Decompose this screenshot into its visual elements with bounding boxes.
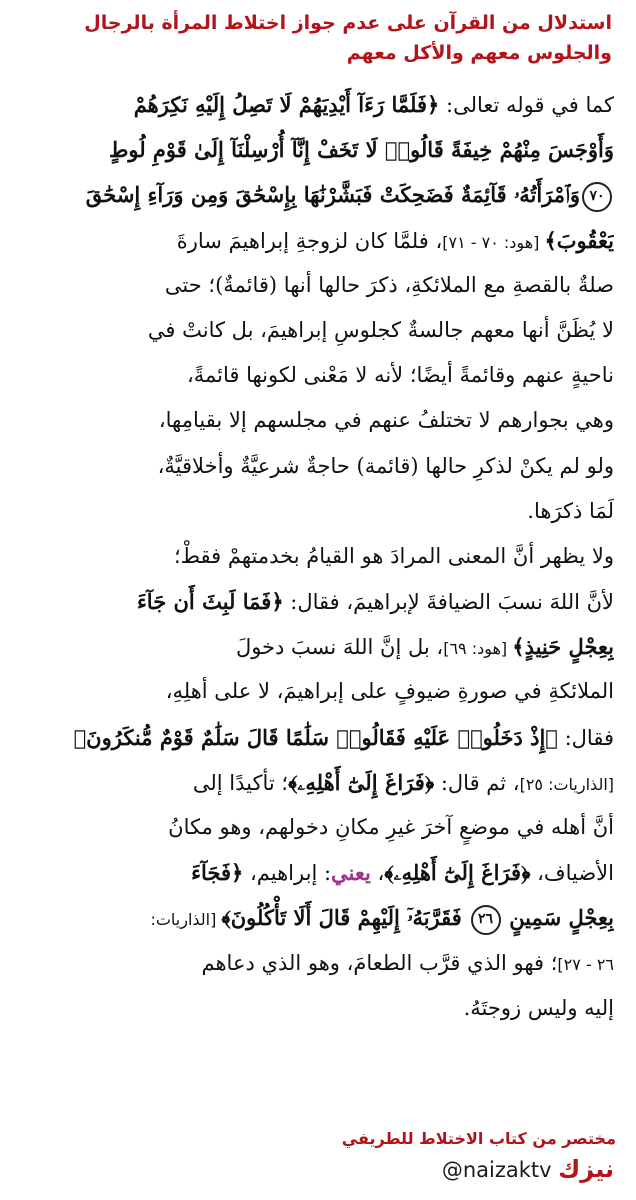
verse-number-badge: ٢٦ — [471, 905, 501, 935]
body-text: فقال: — [557, 725, 614, 750]
body-line: لَمَا ذكرَها. — [527, 498, 614, 523]
body-line: وهي بجوارهم لا تختلفُ عنهم في مجلسهم إلا بقيامِها، — [158, 408, 614, 433]
body-line — [22, 715, 614, 760]
social-handle: @naizaktv — [441, 1158, 552, 1182]
quran-verse: ﴿فَلَمَّا رَءَآ أَيْدِيَهُمْ لَا تَصِلُ إِلَيْهِ نَكِرَهُمْ — [133, 92, 440, 117]
quran-verse: بِعِجْلٍ سَمِينٍ — [509, 905, 614, 931]
page-title — [24, 8, 612, 68]
verse-reference: [الذاريات: — [150, 910, 222, 930]
body-line — [22, 624, 614, 669]
body-text: ، ثم قال: — [434, 770, 520, 795]
body-text: ، — [370, 861, 385, 886]
quran-verse: يَعْقُوبَ﴾ — [544, 227, 614, 253]
body-text: : إبراهيم، — [243, 861, 332, 886]
body-line: لا يُظَنَّ أنها معهم جالسةٌ كجلوسِ إبراهيمَ، بل كانتْ في — [147, 317, 614, 342]
body-line: الملائكةِ في صورةِ ضيوفٍ على إبراهيمَ، لا على أهلِهِ، — [165, 679, 614, 704]
verse-reference: [هود: ٦٩] — [443, 639, 513, 659]
body-text: ، فلمَّا كان لزوجةِ إبراهيمَ سارةَ — [176, 228, 443, 253]
brand-name: نيزك — [558, 1155, 614, 1183]
quran-verse: ﴿فَمَا لَبِثَ أَن جَآءَ — [136, 589, 284, 615]
body-line — [22, 850, 614, 895]
article-body — [22, 82, 614, 1031]
quran-verse-line: وَأَوْجَسَ مِنْهُمْ خِيفَةً قَالُوا۟ لَا تَخَفْ إِنَّآ أُرْسِلْنَآ إِلَىٰ قَوْمِ لُوطٍ — [108, 137, 614, 163]
body-line: أنَّ أهله في موضعٍ آخرَ غيرِ مكانِ دخولهم، وهو مكانُ — [168, 815, 614, 839]
highlighted-word: يعني — [331, 860, 371, 886]
quran-verse: ﴿فَجَآءَ — [191, 860, 244, 886]
body-line — [22, 895, 614, 940]
body-line: صلةٌ بالقصةِ مع الملائكةِ، ذكرَ حالها أنها (قائمةٌ)؛ حتى — [164, 272, 614, 297]
quran-verse: بِعِجْلٍ حَنِيذٍ﴾ — [512, 634, 614, 660]
body-line — [22, 760, 614, 805]
source-note: مختصر من كتاب الاختلاط للطريفي — [341, 1129, 616, 1148]
body-line: ناحيةٍ عنهم وقائمةً أيضًا؛ لأنه لا مَعْنى لكونها قائمةً، — [186, 363, 614, 388]
body-line: ولو لم يكنْ لذكرِ حالها (قائمة) حاجةٌ شرعيَّةٌ وأخلاقيَّةٌ، — [157, 453, 614, 478]
body-text: لأنَّ اللهَ نسبَ الضيافةَ لإبراهيمَ، فقال: — [283, 590, 614, 615]
body-text: الأضياف، — [530, 861, 614, 886]
title-line-2: والجلوس معهم والأكل معهم — [346, 42, 612, 64]
body-text: ، بل إنَّ اللهَ نسبَ دخولَ — [235, 635, 444, 660]
quran-verse: فَقَرَّبَهُۥٓ إِلَيْهِمْ قَالَ أَلَا تَأْكُلُونَ﴾ — [221, 905, 462, 931]
verse-reference: [هود: ٧٠ - ٧١] — [442, 232, 545, 252]
body-text: ؛ تأكيدًا إلى — [192, 770, 289, 795]
body-line — [22, 941, 614, 986]
quran-verse: ﴿إِذْ دَخَلُوا۟ عَلَيْهِ فَقَالُوا۟ سَلَٰمًا قَالَ سَلَٰمٌ قَوْمٌ مُّنكَرُونَ﴾ — [73, 724, 558, 750]
verse-number-badge: ٧٠ — [582, 182, 612, 212]
quran-verse: ﴿فَرَاغَ إِلَىٰٓ أَهْلِهِۦ﴾ — [384, 860, 531, 886]
verse-reference: ٢٦ - ٢٧] — [557, 954, 614, 974]
body-text: ؛ فهو الذي قرَّب الطعامَ، وهو الذي دعاهم — [201, 950, 558, 975]
body-line — [22, 82, 614, 127]
body-line — [22, 172, 614, 217]
body-line — [22, 579, 614, 624]
quran-verse: ﴿فَرَاغَ إِلَىٰٓ أَهْلِهِۦ﴾ — [288, 769, 435, 795]
verse-reference: [الذاريات: ٢٥] — [519, 774, 614, 794]
body-text: كما في قوله تعالى: — [439, 93, 614, 117]
brand-signature — [314, 1152, 614, 1187]
body-line — [22, 218, 614, 263]
title-line-1: استدلال من القرآن على عدم جواز اختلاط المرأة بالرجال — [84, 12, 612, 34]
body-line: ولا يظهر أنَّ المعنى المرادَ هو القيامُ بخدمتهمْ فقطْ؛ — [173, 543, 614, 568]
body-line: إليه وليس زوجتَهُ. — [463, 995, 614, 1020]
quran-verse: وَٱمْرَأَتُهُۥ قَآئِمَةٌ فَضَحِكَتْ فَبَشَّرْنَٰهَا بِإِسْحَٰقَ وَمِن وَرَآءِ إِسْحَٰقَ — [85, 182, 580, 208]
